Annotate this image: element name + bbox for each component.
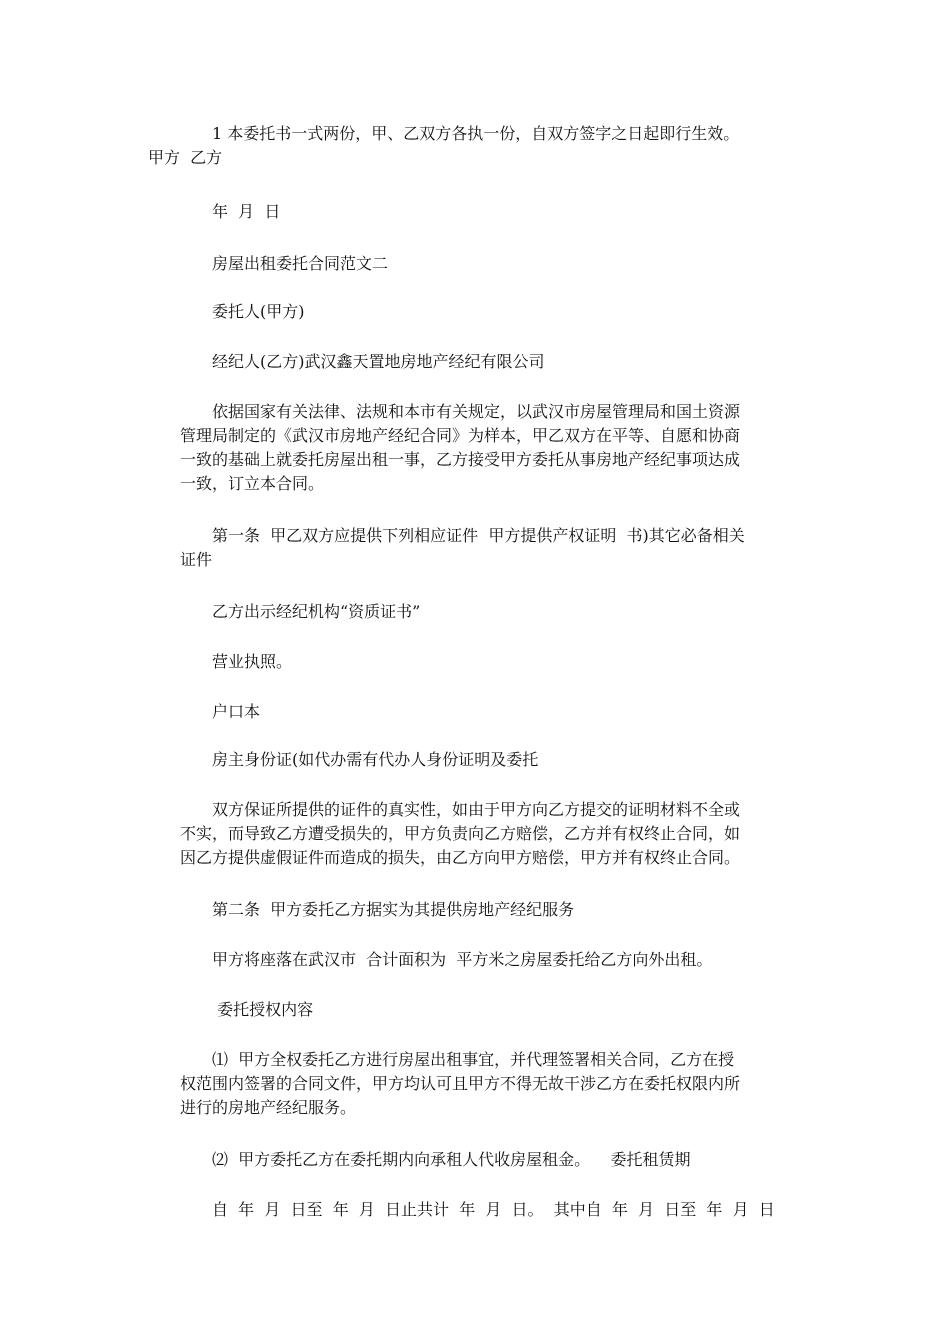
text-line: 权范围内签署的合同文件，甲方均认可且甲方不得无故干涉乙方在委托权限内所 [180,1074,741,1093]
paragraph-authorization-heading [180,998,770,1022]
paragraph-household [180,700,770,724]
text-line: 1 本委托书一式两份，甲、乙双方各执一份，自双方签字之日起即行生效。 [212,124,740,143]
text-line: 委托授权内容 [212,1000,314,1019]
paragraph-authorization-one [180,1048,770,1120]
paragraph-qualification [180,600,770,624]
text-line: ⑴ 甲方全权委托乙方进行房屋出租事宜，并代理签署相关合同，乙方在授 [212,1050,735,1069]
text-line: 一致，订立本合同。 [180,474,325,493]
text-line: 经纪人(乙方)武汉鑫天置地房地产经纪有限公司 [212,352,545,371]
text-line: 因乙方提供虚假证件而造成的损失，由乙方向甲方赔偿，甲方并有权终止合同。 [180,848,741,867]
text-line: 营业执照。 [212,652,293,671]
text-line: 乙方出示经纪机构“资质证书” [212,602,421,621]
text-line: 进行的房地产经纪服务。 [180,1098,357,1117]
text-line: 甲方 乙方 [148,148,223,167]
text-line: 第一条 甲乙双方应提供下列相应证件 甲方提供产权证明 书)其它必备相关 [212,526,745,545]
text-line: 不实，而导致乙方遭受损失的，甲方负责向乙方赔偿，乙方并有权终止合同，如 [180,824,741,843]
text-line: 委托人(甲方) [212,302,305,321]
text-line: 双方保证所提供的证件的真实性，如由于甲方向乙方提交的证明材料不全或 [212,800,741,819]
paragraph-article-one [180,524,770,572]
paragraph-basis [180,400,770,496]
text-line: 证件 [180,550,213,569]
text-line: 户口本 [212,702,261,721]
text-line: 第二条 甲方委托乙方据实为其提供房地产经纪服务 [212,900,575,919]
paragraph-date [180,200,770,224]
text-line: ⑵ 甲方委托乙方在委托期内向承租人代收房屋租金。 委托租赁期 [212,1150,691,1169]
paragraph-article-two [180,898,770,922]
paragraph-id-card [180,748,770,772]
text-line: 一致的基础上就委托房屋出租一事，乙方接受甲方委托从事房地产经纪事项达成 [180,450,741,469]
paragraph-principal [180,300,770,324]
text-line: 房屋出租委托合同范文二 [212,254,389,273]
paragraph-lease-period [180,1198,775,1222]
paragraph-guarantee [180,798,770,870]
text-line: 甲方将座落在武汉市 合计面积为 平方米之房屋委托给乙方向外出租。 [212,950,713,969]
section-heading [180,252,770,276]
paragraph-effective-clause [148,122,770,170]
text-line: 年 月 日 [212,202,281,221]
text-line: 房主身份证(如代办需有代办人身份证明及委托 [212,750,539,769]
text-line: 自 年 月 日至 年 月 日止共计 年 月 日。 其中自 年 月 日至 年 月 日 [212,1200,775,1219]
paragraph-agent [180,350,770,374]
paragraph-property [180,948,770,972]
text-line: 管理局制定的《武汉市房地产经纪合同》为样本，甲乙双方在平等、自愿和协商 [180,426,741,445]
paragraph-authorization-two [180,1148,770,1172]
text-line: 依据国家有关法律、法规和本市有关规定，以武汉市房屋管理局和国土资源 [212,402,741,421]
paragraph-license [180,650,770,674]
